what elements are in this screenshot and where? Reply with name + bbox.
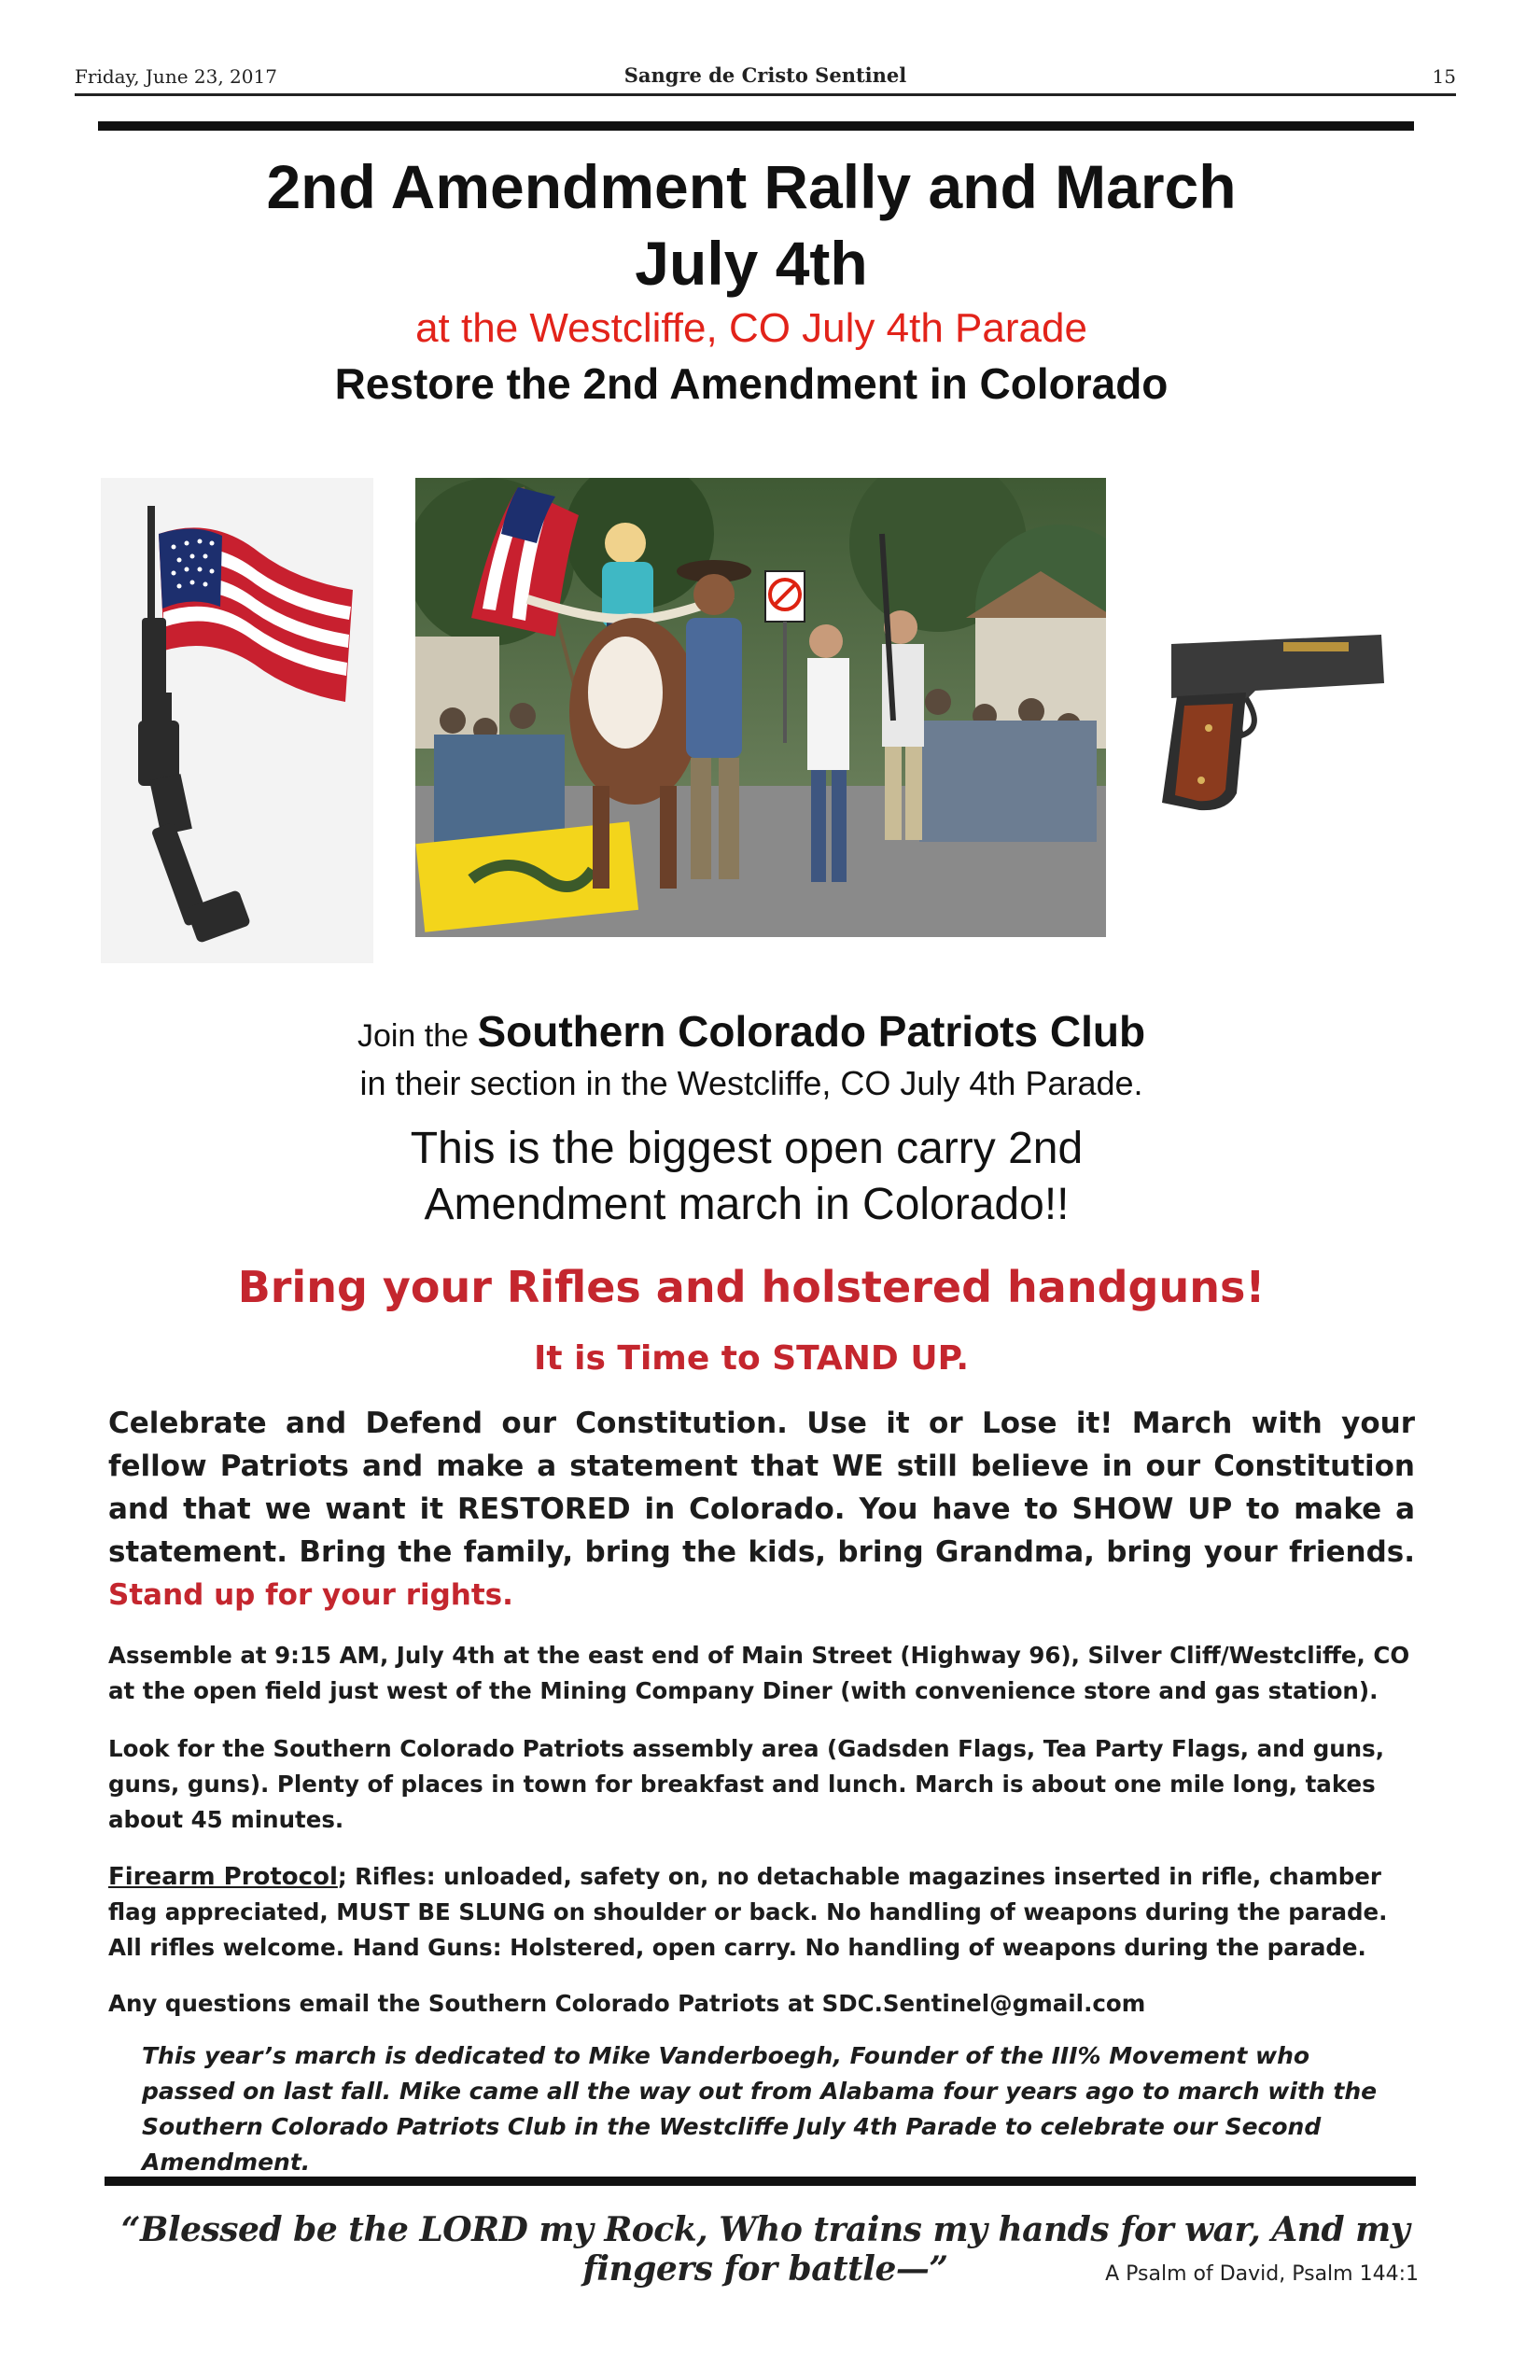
main-paragraph — [108, 1402, 1415, 1617]
parade-photo — [415, 478, 1106, 937]
join-line-2: in their section in the Westcliffe, CO July 4th Parade. — [359, 1064, 1143, 1102]
club-name: Southern Colorado Patriots Club — [477, 1007, 1146, 1056]
headline-line-2: July 4th — [635, 229, 868, 298]
look-for-paragraph: Look for the Southern Colorado Patriots assembly area (Gadsden Flags, Tea Party Flags, and guns, guns, guns). Plenty of places in town for breakfast and lunch. March is about one mile long, takes about 45 minutes. — [108, 1735, 1384, 1833]
issue-date: Friday, June 23, 2017 — [75, 65, 277, 88]
firearm-protocol-label: Firearm Protocol — [108, 1863, 338, 1891]
assemble-paragraph: Assemble at 9:15 AM, July 4th at the east end of Main Street (Highway 96), Silver Cliff/Westcliffe, CO at the open field just west of the Mining Company Diner (with convenience store and gas station). — [108, 1642, 1410, 1704]
bottom-divider — [105, 2177, 1416, 2186]
top-divider — [98, 121, 1414, 131]
running-header — [75, 63, 1456, 93]
rifle-flag-image — [101, 478, 373, 963]
questions-paragraph: Any questions email the Southern Colorado Patriots at SDC.Sentinel@gmail.com — [108, 1990, 1146, 2017]
psalm-citation: A Psalm of David, Psalm 144:1 — [1105, 2262, 1419, 2286]
dedication-paragraph: This year’s march is dedicated to Mike Vanderboegh, Founder of the III% Movement who passed on last fall. Mike came all the way out from Alabama four years ago to march with the Southern Colorado Patriots Club in the Westcliffe July 4th Parade to celebrate our Second Amendment. — [142, 2042, 1378, 2176]
subtitle-black: Restore the 2nd Amendment in Colorado — [334, 359, 1169, 408]
big-statement-line-1: This is the biggest open carry 2nd — [410, 1124, 1084, 1173]
subtitle-red: at the Westcliffe, CO July 4th Parade — [415, 305, 1087, 351]
headline-line-1: 2nd Amendment Rally and March — [266, 152, 1237, 221]
page-number: 15 — [1432, 65, 1456, 88]
join-prefix: Join the — [357, 1018, 478, 1054]
header-rule — [75, 93, 1456, 96]
main-paragraph-red: Stand up for your rights. — [108, 1578, 513, 1612]
psalm-verse: “Blessed be the LORD my Rock, Who trains my hands for war, And my fingers for battle—” — [120, 2210, 1410, 2289]
firearm-protocol-paragraph — [108, 1859, 1415, 1966]
big-statement-line-2: Amendment march in Colorado!! — [424, 1180, 1070, 1229]
callout-stand-up: It is Time to STAND UP. — [533, 1339, 970, 1378]
join-line — [187, 1007, 1316, 1057]
handgun-image — [1143, 625, 1393, 826]
newspaper-name: Sangre de Cristo Sentinel — [623, 63, 907, 87]
callout-rifles: Bring your Rifles and holstered handguns! — [237, 1262, 1266, 1312]
pistol-icon — [1162, 635, 1384, 810]
main-paragraph-text: Celebrate and Defend our Constitution. Use it or Lose it! March with your fellow Patriots and make a statement that WE still believe in our Constitution and that we want it RESTORED in Colorado. You have to SHOW UP to make a statement. Bring the family, bring the kids, bring Grandma, bring your friends. — [108, 1407, 1415, 1569]
firearm-protocol-text: ; Rifles: unloaded, safety on, no detachable magazines inserted in rifle, chamber flag appreciated, MUST BE SLUNG on shoulder or back. No handling of weapons during the parade. All rifles welcome. Hand Guns: Holstered, open carry. No handling of weapons during the parade. — [108, 1863, 1388, 1961]
